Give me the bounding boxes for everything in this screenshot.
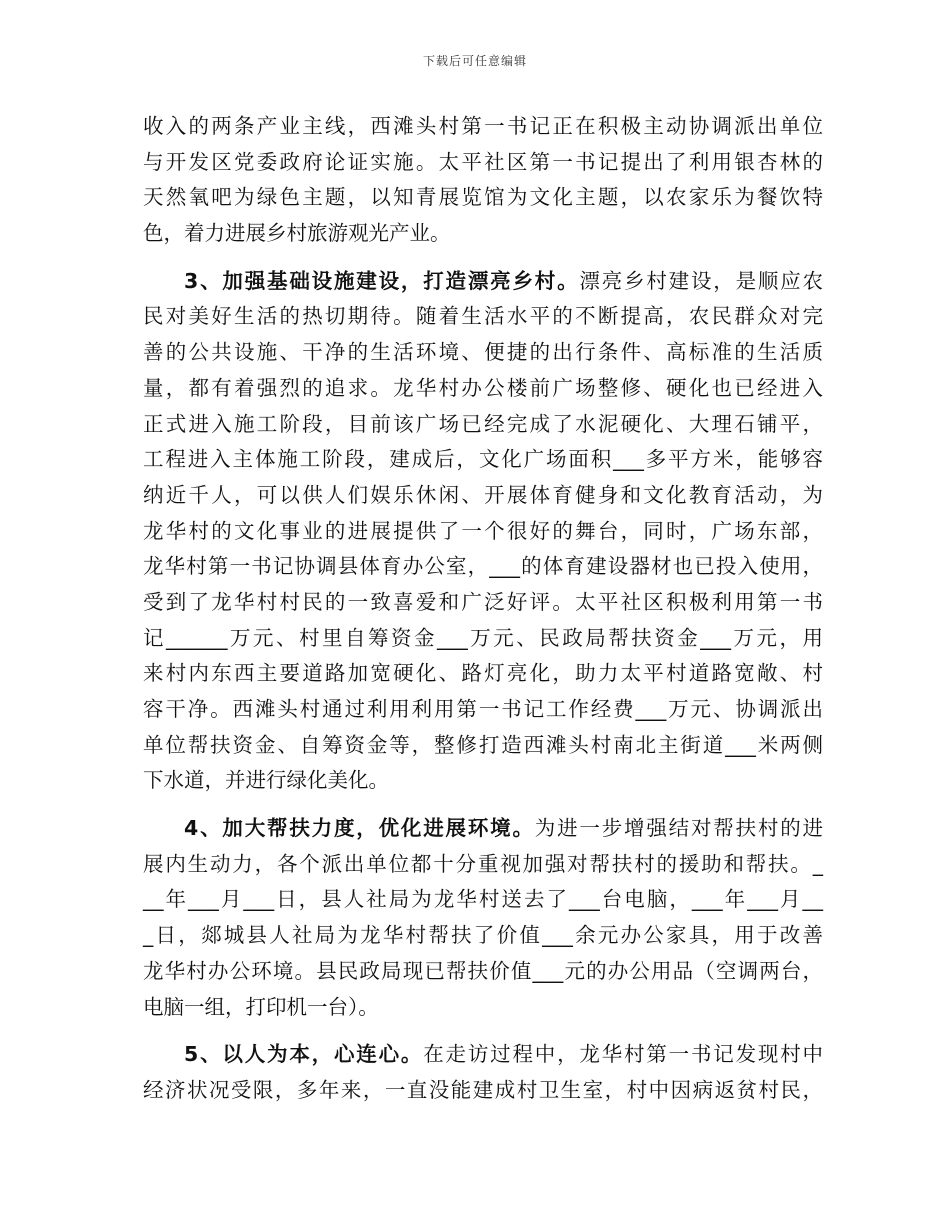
text-line: 下水道，并进行绿化美化。 (143, 768, 389, 793)
paragraph-section-3 (143, 264, 823, 799)
text-line: 与开发区党委政府论证实施。太平社区第一书记提出了利用银杏林的 (143, 149, 823, 174)
paragraph-section-5 (143, 1037, 823, 1108)
paragraph-continuation (143, 109, 823, 252)
text-run: 漂亮乡村建设，是顺应农 (579, 268, 824, 293)
text-line: 善的公共设施、干净的生活环境、便捷的出行条件、高标准的生活质 (143, 340, 823, 365)
text-line: 正式进入施工阶段，目前该广场已经完成了水泥硬化、大理石铺平， (143, 411, 823, 436)
text-line: 龙华村第一书记协调县体育办公室，___的体育建设器材也已投入使用， (143, 554, 823, 579)
section-heading-4: 4、加大帮扶力度，优化进展环境。 (184, 816, 535, 841)
text-line: 工程进入主体施工阶段，建成后，文化广场面积___多平方米，能够容 (143, 447, 823, 472)
text-line: 电脑一组，打印机一台）。 (143, 994, 379, 1019)
text-line: 来村内东西主要道路加宽硬化、路灯亮化，助力太平村道路宽敞、村 (143, 661, 823, 686)
document-body (143, 109, 823, 1109)
text-line: __年___月___日，县人社局为龙华村送去了___台电脑，___年___月__ (143, 887, 823, 912)
text-line: 色，着力进展乡村旅游观光产业。 (143, 221, 451, 246)
text-line: _日，郯城县人社局为龙华村帮扶了价值___余元办公家具，用于改善 (143, 923, 823, 948)
text-line: 龙华村的文化事业的进展提供了一个很好的舞台，同时，广场东部， (143, 518, 823, 543)
text-line (143, 264, 823, 300)
page-header-watermark: 下载后可任意编辑 (422, 54, 527, 68)
text-line (143, 1037, 823, 1073)
text-line: 龙华村办公环境。县民政局现已帮扶价值___元的办公用品（空调两台， (143, 958, 823, 983)
text-line: 收入的两条产业主线，西滩头村第一书记正在积极主动协调派出单位 (143, 114, 823, 138)
text-line: 天然氧吧为绿色主题，以知青展览馆为文化主题，以农家乐为餐饮特 (143, 185, 823, 210)
paragraph-section-4 (143, 811, 823, 1025)
text-line: 民对美好生活的热切期待。随着生活水平的不断提高，农民群众对完 (143, 304, 823, 329)
text-line (143, 811, 823, 847)
text-line: 记______万元、村里自筹资金___万元、民政局帮扶资金___万元，用 (143, 625, 823, 650)
text-run: 为进一步增强结对帮扶村的进 (534, 816, 824, 841)
text-line: 容干净。西滩头村通过利用利用第一书记工作经费___万元、协调派出 (143, 697, 823, 721)
text-line: 受到了龙华村村民的一致喜爱和广泛好评。太平社区积极利用第一书 (143, 589, 823, 614)
text-line: 纳近千人，可以供人们娱乐休闲、开展体育健身和文化教育活动，为 (143, 482, 823, 507)
text-line: 经济状况受限，多年来，一直没能建成村卫生室，村中因病返贫村民， (143, 1077, 823, 1102)
section-heading-5: 5、以人为本，心连心。 (184, 1042, 424, 1067)
section-heading-3: 3、加强基础设施建设，打造漂亮乡村。 (184, 268, 580, 293)
text-run: 在走访过程中，龙华村第一书记发现村中 (423, 1042, 824, 1067)
text-line: 单位帮扶资金、自筹资金等，整修打造西滩头村南北主街道___米两侧 (143, 732, 823, 757)
text-line: 量，都有着强烈的追求。龙华村办公楼前广场整修、硬化也已经进入 (143, 375, 823, 400)
text-line: 展内生动力，各个派出单位都十分重视加强对帮扶村的援助和帮扶。_ (143, 851, 823, 876)
